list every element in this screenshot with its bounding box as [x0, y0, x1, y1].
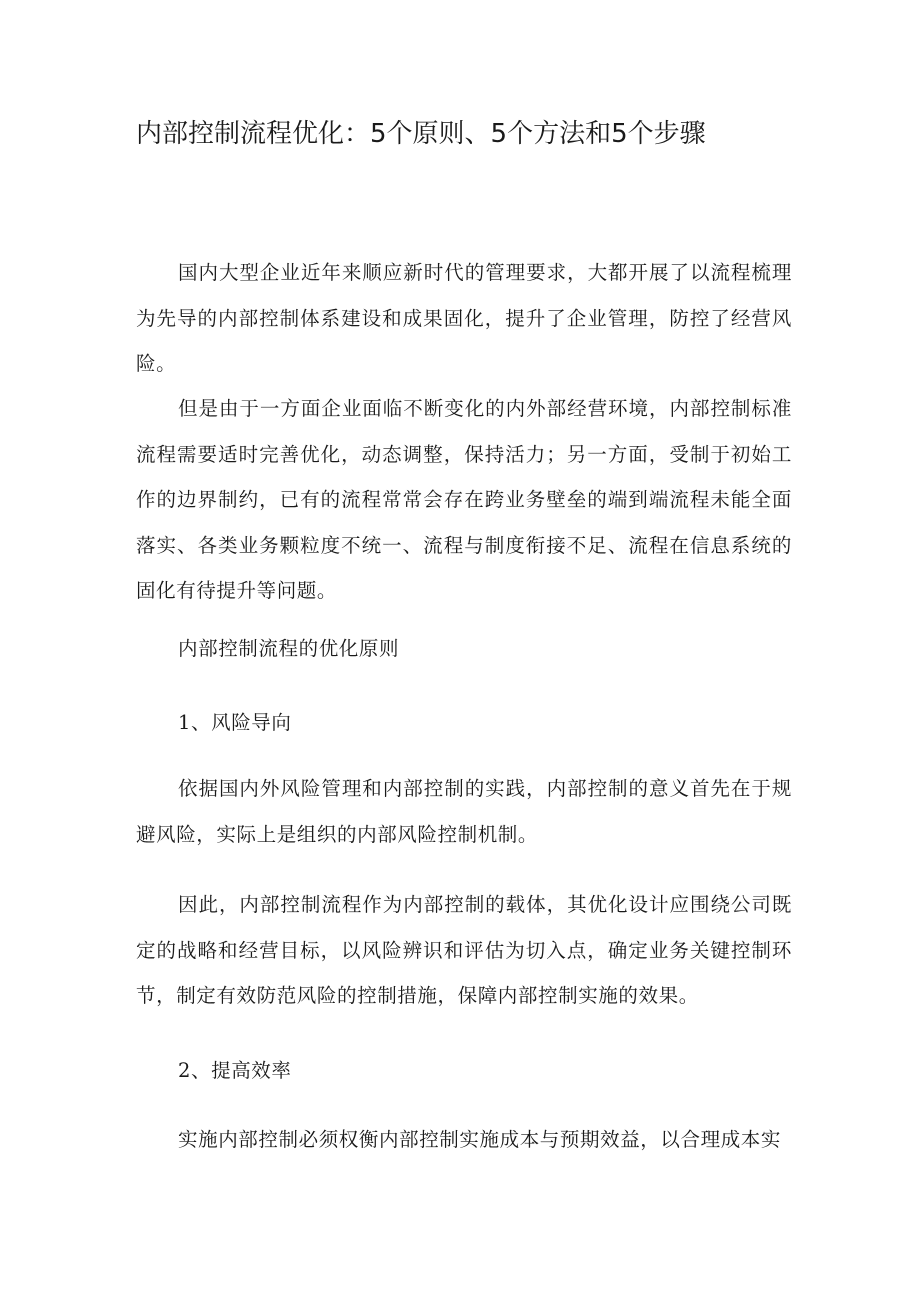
heading-principle-risk-oriented: 1、风险导向 — [178, 711, 292, 734]
document-title: 内部控制流程优化：5个原则、5个方法和5个步骤 — [136, 119, 706, 149]
paragraph-risk-2: 因此，内部控制流程作为内部控制的载体，其优化设计应围绕公司既定的战略和经营目标，以风险辨识和评估为切入点，确定业务关键控制环节，制定有效防范风险的控制措施，保障内部控制实施的效果。 — [136, 893, 792, 1007]
paragraph-efficiency-1: 实施内部控制必须权衡内部控制实施成本与预期效益，以合理成本实 — [178, 1128, 782, 1151]
heading-principle-efficiency: 2、提高效率 — [178, 1059, 292, 1082]
paragraph-intro: 国内大型企业近年来顺应新时代的管理要求，大都开展了以流程梳理为先导的内部控制体系建设和成果固化，提升了企业管理，防控了经营风险。 — [136, 261, 792, 375]
section-heading-principles: 内部控制流程的优化原则 — [178, 637, 400, 660]
paragraph-problem: 但是由于一方面企业面临不断变化的内外部经营环境，内部控制标准流程需要适时完善优化，动态调整，保持活力；另一方面，受制于初始工作的边界制约，已有的流程常常会存在跨业务壁垒的端到端流程未能全面落实、各类业务颗粒度不统一、流程与制度衔接不足、流程在信息系统的固化有待提升等问题。 — [136, 397, 792, 602]
paragraph-risk-1: 依据国内外风险管理和内部控制的实践，内部控制的意义首先在于规避风险，实际上是组织的内部风险控制机制。 — [136, 777, 792, 846]
